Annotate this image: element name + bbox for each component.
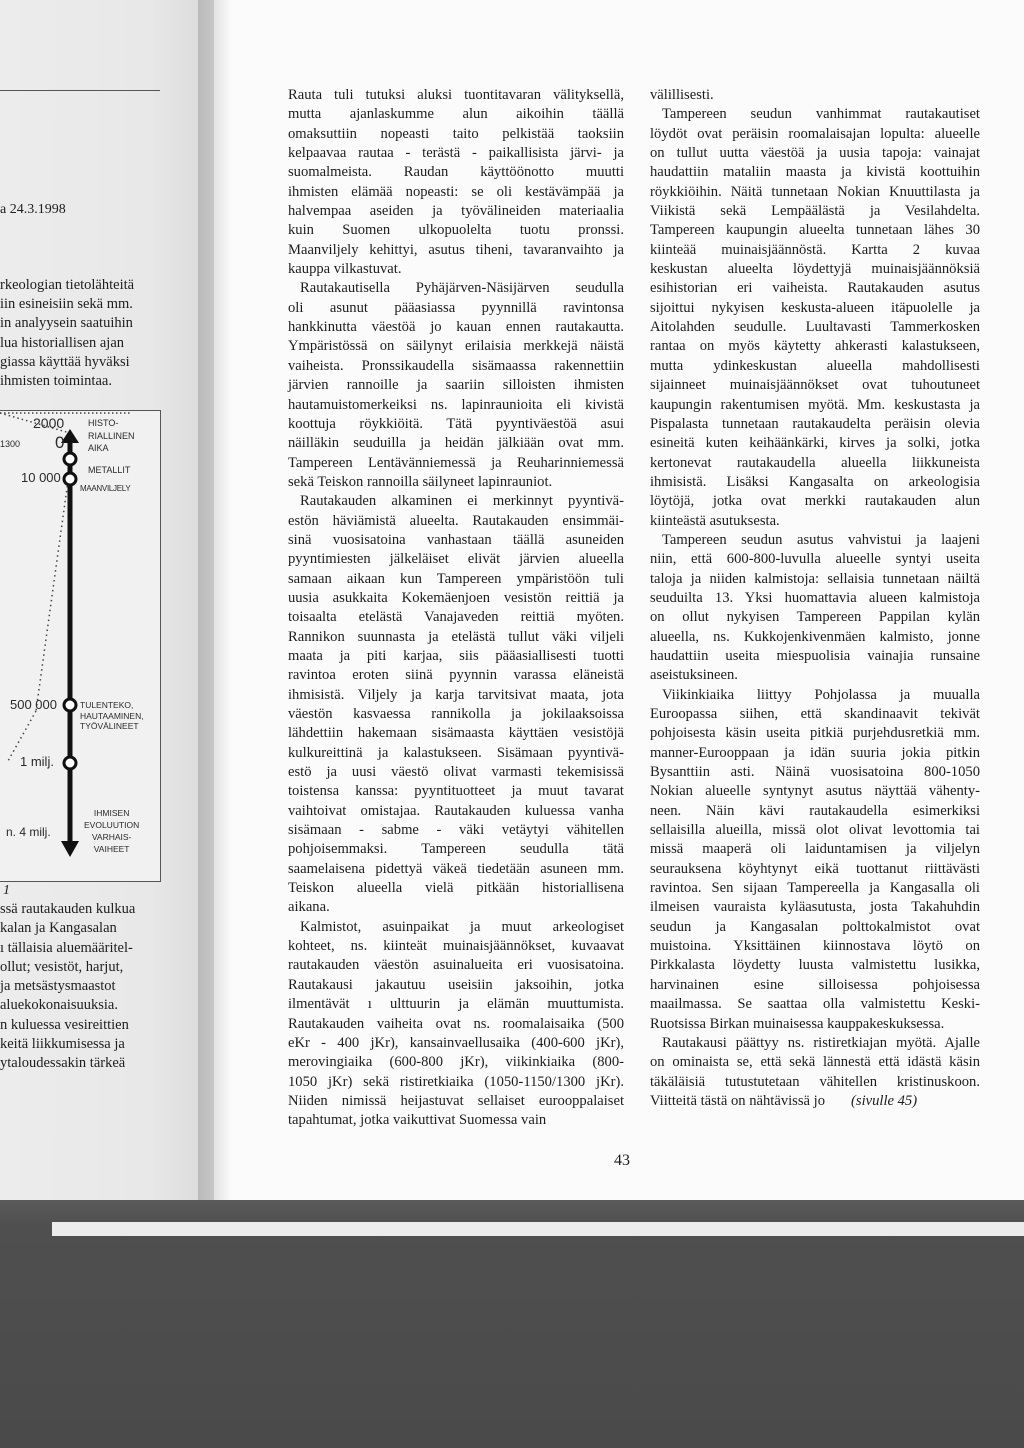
text-line: samaan aikaan kun Tampereen ympäristöön tuli (288, 570, 624, 587)
text-line: niin, että 600-800-luvulla alueelle syntyi useita (650, 551, 980, 568)
text-column-1 (288, 86, 624, 1131)
text-line: 1050 jKr) sekä ristiretkiaika (1050-1150/1300 jKr). (288, 1073, 624, 1090)
caption-line: ı tällaisia aluemääritel- (0, 939, 133, 956)
left-page-line: in analyysein saatuihin (0, 315, 133, 332)
timeline-dotted-diagonal (36, 481, 68, 711)
timeline-figure (0, 410, 161, 882)
left-page-line: iin esineisiin sekä mm. (0, 296, 133, 313)
text-line: Nokian alueelle syntynyt asutus näyttää vähenty- (650, 783, 980, 800)
page-edge (52, 1222, 1024, 1236)
scanner-background (0, 1200, 1024, 1448)
left-page-rule (0, 90, 160, 91)
text-line: uusia asukkaita Kokemäenjoen vesistön reittiä ja (288, 589, 624, 606)
text-line: on tullut uutta väestöä ja uusia tapoja: vainajat (650, 145, 980, 162)
text-line: ihmisistä. Lisäksi Kangasalta on arkeologisia (650, 473, 980, 490)
text-line: ilmentävät ı ulttuurin ja elämän muuttumista. (288, 996, 624, 1013)
event-historiallinen-aika: HISTO- RIALLINEN AIKA (88, 418, 135, 453)
text-line: maailmassa. Se saattaa olla valmistettu Keski- (650, 996, 980, 1013)
caption-line: kalan ja Kangasalan (0, 920, 117, 937)
text-line: saamelaisena pidettyä väkeä tiedetään asuneen mm. (288, 860, 624, 877)
text-line: Tampereen seudun asutus vahvistui ja laajeni (662, 531, 980, 548)
text-line: muistoina. Yksittäinen kiinnostava löytö on (650, 938, 980, 955)
text-line: Viikinkiaika liittyy Pohjolassa ja muualla (662, 686, 980, 703)
text-line: sisämaan - sabme - väki vetäytyi vähitellen (288, 822, 624, 839)
text-line: pohjoisesta käsin useita pitkiä purjehdusretkiä mm. (650, 725, 980, 742)
text-line: suomalmeista. Raudan käyttöönotto muutti (288, 164, 624, 181)
text-line: toisaalta etelästä Vanajaveden reittiä myöten. (288, 609, 624, 626)
left-page-line: lua historiallisen ajan (0, 334, 125, 351)
text-line (650, 1092, 980, 1111)
text-line: ravintoa eroten siinä pyynnin varassa eläneistä (288, 667, 624, 684)
text-line: Tampereen seudun vanhimmat rautakautiset (662, 106, 980, 123)
text-line: sinä vuosisatoina vanhastaan täällä asuneiden (288, 531, 624, 548)
text-line: seudun ja Kangasalan polttokalmistot ovat (650, 918, 980, 935)
text-line: aikana. (288, 899, 330, 916)
text-line: lähdettiin hakemaan sisämaasta käyttäen vesistöjä (288, 725, 624, 742)
text-line: alueella, ns. Kukkojenkivenmäen kalmisto, jonne (650, 628, 980, 645)
text-line: kertonevat rautakaudella alueella liikkuneista (650, 454, 980, 471)
text-line: aseistuksineen. (650, 667, 738, 684)
text-line: vaiheista. Pronssikaudella sisämaassa rakennettiin (288, 357, 624, 374)
text-line: kiinteästä asutuksesta. (650, 512, 780, 529)
text-line: Tampereen Lentävänniemessä ja Reuharinniemessä (288, 454, 624, 471)
text-line-content: Viitteitä tästä on nähtävissä jo (650, 1092, 826, 1109)
text-line: harvinainen esine silloisessa pohjoisessa (650, 976, 980, 993)
timeline-marker-500000 (64, 699, 76, 711)
text-line: kuin Suomen ulkopuolelta tuotu pronssi. (288, 222, 624, 239)
text-line: välillisesti. (650, 87, 714, 103)
text-line: ravintoa. Sen sijaan Tampereella ja Kangasalla oli (650, 880, 980, 897)
text-line: Euroopassa siihen, että skandinaavit tekivät (650, 706, 980, 722)
left-page-line: ihmisten toimintaa. (0, 373, 112, 390)
left-page-line: giassa käyttää hyväksi (0, 353, 130, 370)
label-4milj: n. 4 milj. (6, 825, 51, 839)
text-line: seuduilta 13. Yksi huomattavia alueen kalmistoja (650, 589, 980, 606)
text-line: estön häviämistä alueelta. Rautakauden ensimmäi- (288, 512, 624, 529)
text-line: taloja ja niiden kalmistoja: sellaisia tunnetaan näiltä (650, 570, 980, 587)
text-line: Rautakauden alkaminen ei merkinnyt pyyntivä- (300, 493, 624, 510)
caption-line: keitä liikkumisessa ja (0, 1036, 125, 1053)
text-line: Rautakausi päättyy ns. ristiretkiajan myötä. Ajalle (662, 1034, 980, 1051)
text-line: sellaisilla alueilla, missä olot olivat levottomia tai (650, 822, 980, 839)
label-500000: 500 000 (10, 697, 57, 712)
text-line: järvien rannoille ja saariin silloisten ihmisten (288, 377, 624, 394)
text-line: Tampereen kaupungin alueelta tunnetaan lähes 30 (650, 222, 980, 239)
text-line: missä maaperä oli laiduntamisen ja viljelyn (650, 841, 980, 858)
text-line: Kalmistot, asuinpaikat ja muut arkeologiset (300, 918, 624, 935)
text-line: on ollut nykyisen Tampereen Pappilan kylän (650, 609, 980, 626)
label-0: 0 (55, 433, 65, 452)
text-line: Rauta tuli tutuksi aluksi tuontitavaran välityksellä, (288, 87, 624, 103)
text-line: hautamuistomerkeiksi ns. lapinraunioita eli kivistä (288, 396, 624, 413)
text-line: Rannikon suunnasta ja etelästä tullut väki viljeli (288, 628, 624, 645)
text-line: sekä Teiskon rannoilla säilyneet lapinrauniot. (288, 473, 553, 490)
text-line: keskustan alueelta löydettyjä muinaisjäännöksiä (650, 261, 980, 278)
text-line: manner-Eurooppaan ja idän suuria jokia pitkin (650, 744, 980, 761)
text-line: kaupungin rakentumisen myötä. Mm. keskustasta ja (650, 396, 980, 413)
text-line: kelpaavaa rautaa - terästä - paikallisista järvi- ja (288, 145, 624, 162)
text-line: koottuja röykkiöitä. Tätä pyyntiväestöä asui (288, 415, 624, 432)
text-line: mutta ydinkeskustan alueella mahdollisesti (650, 357, 980, 374)
text-line: mutta ajanlaskumme alun aikoihin täällä (288, 106, 624, 123)
text-line: Pispalasta tunnetaan rautakaudelta peräisin olevia (650, 415, 980, 432)
text-line: sijoittui nykyisen keskusta-alueen itäpuolelle ja (650, 299, 980, 316)
text-line: tapahtumat, jotka vaikuttivat Suomessa vain (288, 1112, 547, 1129)
text-line: Pirkkalasta löydetty luusta valmistettu lusikka, (650, 957, 980, 974)
caption-line: ollut; vesistöt, harjut, (0, 958, 124, 975)
text-line: pyyntimiesten jälkeläiset elivät järvien alueella (288, 551, 624, 568)
text-line: kiinteää muinaisjäännöstä. Kartta 2 kuvaa (650, 241, 980, 258)
timeline-arrow-down (61, 841, 79, 857)
text-line: halvempaa aseiden ja työvälineiden materiaalia (288, 203, 624, 220)
text-line: kulkureittinä ja kalastukseen. Sisämaan pyyntivä- (288, 744, 624, 761)
caption-line: ytaloudessakin tärkeä (0, 1055, 126, 1072)
text-line: rantaa on myös käytetty ahkerasti kalastukseen, (650, 338, 980, 355)
text-line: estö ja uusi väestö olivat varmasti tekemisissä (288, 764, 624, 781)
text-line: kauppa vilkastuvat. (288, 261, 402, 278)
text-line: Teiskon alueella vielä pitkään historiallisena (288, 880, 624, 897)
caption-line: ssä rautakauden kulkua (0, 901, 136, 917)
text-line: Ympäristössä on säilynyt erilaisia merkkejä näistä (288, 338, 624, 355)
text-line: toistensa kanssa: pyyntituotteet ja muut tavarat (288, 783, 624, 800)
caption-line: n kuluessa vesireittien (0, 1016, 129, 1033)
text-line: ihmisistä. Viljely ja karja tarvitsivat maata, jota (288, 686, 624, 703)
text-line: Aitolahden seudulle. Luultavasti Tammerkosken (650, 319, 980, 336)
text-line: Rautakautisella Pyhäjärven-Näsijärven seudulla (300, 280, 624, 297)
text-line: Niiden nimissä heijastuvat sellaiset eurooppalaiset (288, 1092, 624, 1109)
text-line: löydöt ovat peräisin roomalaisajan lopulta: alueelle (650, 125, 980, 142)
page-gutter-shadow (198, 0, 232, 1235)
text-column-2 (650, 86, 980, 1111)
text-line: täkäläisiä tutustutetaan vähitellen kristinuskoon. (650, 1073, 980, 1090)
text-line: seurauksena köyhtynyt eikä tuottanut riittävästi (650, 860, 980, 877)
page-reference: (sivulle 45) (851, 1092, 918, 1109)
text-line: väestön kasvaessa rannikolla ja jokilaaksoissa (288, 706, 624, 722)
label-1300: 1300 (0, 439, 21, 449)
text-line: Rautakauden vaiheita ovat ns. roomalaisaika (500 (288, 1015, 624, 1032)
event-evoluutio: IHMISEN EVOLUUTION VARHAIS- VAIHEET (84, 808, 140, 854)
timeline-marker-1milj (64, 757, 76, 769)
text-line: neen. Näin kävi rautakaudella esimerkiksi (650, 802, 980, 819)
figure-number: 1 (3, 883, 10, 898)
label-1milj: 1 milj. (20, 754, 54, 769)
event-maanviljely: MAANVILJELY (80, 484, 131, 493)
text-line: Ruotsissa Birkan muinaisessa kauppakeskuksessa. (650, 1015, 945, 1032)
text-line: merovingiaika (600-800 jKr), viikinkiaika (800- (288, 1054, 624, 1071)
caption-line: ja metsästysmaastot (0, 978, 116, 995)
text-line: vaihtoivat omistajaa. Rautakauden kuluessa vanha (288, 802, 624, 819)
text-line: omaksuttiin nopeasti taito pelkistää taoksiin (288, 125, 624, 142)
left-page-line: rkeologian tietolähteitä (0, 277, 135, 293)
text-line: haudattiin useita miespuolisia vainajia runsaine (650, 647, 980, 664)
text-line: röykkiöihin. Näitä tunnetaan Nokian Knuuttilasta ja (650, 183, 980, 200)
page-number: 43 (614, 1152, 630, 1169)
text-line: pohjoisemmaksi. Tampereen seudulla tätä (288, 841, 624, 858)
event-metallit: METALLIT (88, 465, 131, 475)
timeline-marker-2000 (64, 453, 76, 465)
label-2000: 2000 (33, 415, 65, 431)
figure-caption (0, 900, 135, 1074)
text-line: Maanviljely kehittyi, asutus tiheni, tavaranvaihto ja (288, 241, 624, 258)
text-line: esineitä kuten keihäänkärki, kirves ja solki, jotka (650, 435, 980, 452)
text-line: maata ja piti karjaa, siis pääasiallisesti tuotti (288, 647, 624, 664)
left-page-date: a 24.3.1998 (0, 202, 66, 217)
text-line: sijainneet muinaisjäännökset ovat tuhoutuneet (650, 377, 980, 394)
text-line: oli asunut pääasiassa pyynnillä ravintonsa (288, 299, 624, 316)
label-10000: 10 000 (21, 470, 61, 485)
left-page-paragraph (0, 276, 134, 391)
text-line: haudattiin mataliin maasta ja kivistä koottuihin (650, 164, 980, 181)
text-line: rautakauden väestön asuinalueita eri vuosisatoina. (288, 957, 624, 974)
caption-line: aluekokonaisuuksia. (0, 997, 118, 1014)
text-line: esihistorian eri vaiheista. Rautakauden asutus (650, 280, 980, 297)
text-line: löytöjä, jotka ovat merkki rautakauden alun (650, 493, 980, 510)
text-line: ilmeisen vauraista kyläasutusta, josta Takahuhdin (650, 899, 980, 916)
timeline-marker-10000 (64, 473, 76, 485)
text-line: näilläkin seuduilla ja heidän jälkiään ovat mm. (288, 435, 624, 452)
text-line: on ominaista se, että sekä lännestä että idästä käsin (650, 1054, 980, 1071)
event-tulenteko: TULENTEKO, HAUTAAMINEN, TYÖVÄLINEET (80, 700, 144, 731)
text-line: Viikistä sekä Lempäälästä ja Vesilahdelta. (650, 203, 980, 220)
text-line: eKr - 400 jKr), kansainvaellusaika (400-600 jKr), (288, 1034, 624, 1051)
text-line: Rautakausi jakautuu useisiin jaksoihin, jotka (288, 976, 624, 993)
text-line: Bysanttiin asti. Näinä vuosisatoina 800-1050 (650, 764, 980, 781)
text-line: kohteet, ns. kiinteät muinaisjäännökset, kuvaavat (288, 938, 624, 955)
text-line: hankkinutta väestöä jo kauan ennen rautakautta. (288, 319, 624, 336)
text-line: ihmisten elämää nopeasti: se oli kestävämpää ja (288, 183, 624, 200)
